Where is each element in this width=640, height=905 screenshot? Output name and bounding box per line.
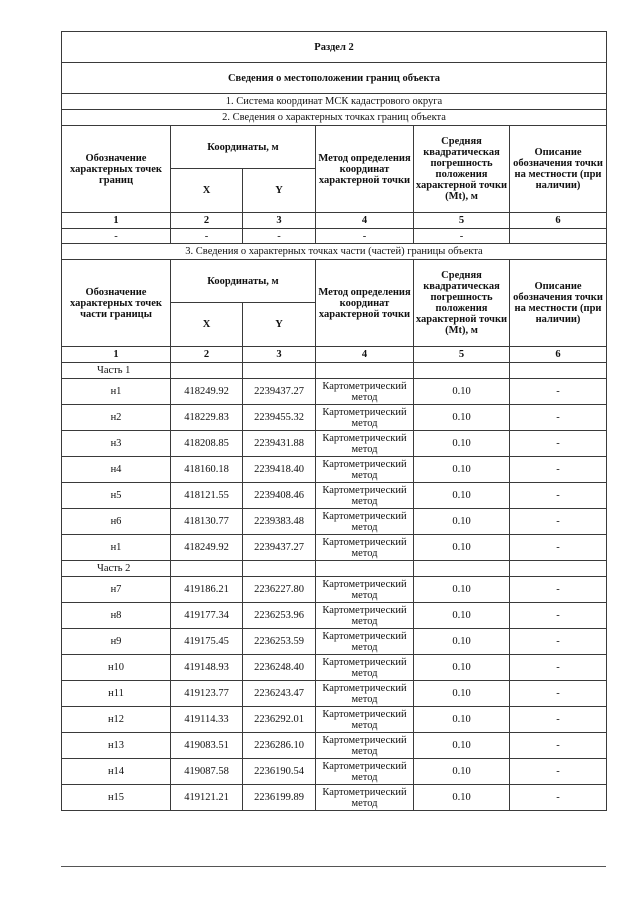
point-description: -: [510, 483, 607, 509]
point-y: 2236243.47: [243, 681, 316, 707]
table-row: [62, 629, 607, 655]
point-x: 418249.92: [171, 535, 243, 561]
t2-description-header: Описание обозначения точки на местности (при наличии): [510, 260, 607, 347]
part-2-label: Часть 2: [62, 561, 171, 577]
point-method: Картометрический метод: [316, 655, 414, 681]
table-row: [62, 603, 607, 629]
table-row: [62, 431, 607, 457]
point-error: 0.10: [414, 431, 510, 457]
point-y: 2239431.88: [243, 431, 316, 457]
t1-y-header: Y: [243, 169, 316, 213]
t1-empty-cell: -: [171, 229, 243, 244]
point-name: н5: [62, 483, 171, 509]
point-description: -: [510, 733, 607, 759]
t1-empty-cell: [510, 229, 607, 244]
point-method: Картометрический метод: [316, 535, 414, 561]
t1-col-number: 3: [243, 213, 316, 229]
t2-coordinates-header: Координаты, м: [171, 260, 316, 303]
point-description: -: [510, 509, 607, 535]
t1-error-header: Средняя квадратическая погрешность положения характерной точки (Mt), м: [414, 126, 510, 213]
point-error: 0.10: [414, 483, 510, 509]
table-row: [62, 707, 607, 733]
point-method: Картометрический метод: [316, 707, 414, 733]
point-x: 418208.85: [171, 431, 243, 457]
point-x: 419186.21: [171, 577, 243, 603]
point-method: Картометрический метод: [316, 509, 414, 535]
t2-col-number: 1: [62, 347, 171, 363]
t2-y-header: Y: [243, 303, 316, 347]
t1-coordinates-header: Координаты, м: [171, 126, 316, 169]
t1-col-number: 4: [316, 213, 414, 229]
point-x: 418229.83: [171, 405, 243, 431]
point-name: н1: [62, 379, 171, 405]
point-description: -: [510, 535, 607, 561]
point-name: н8: [62, 603, 171, 629]
point-name: н12: [62, 707, 171, 733]
point-error: 0.10: [414, 603, 510, 629]
point-y: 2239455.32: [243, 405, 316, 431]
table-row: [62, 483, 607, 509]
point-name: н13: [62, 733, 171, 759]
point-method: Картометрический метод: [316, 405, 414, 431]
point-error: 0.10: [414, 681, 510, 707]
coordinate-system-line: 1. Система координат МСК кадастрового округа: [62, 94, 607, 110]
point-name: н3: [62, 431, 171, 457]
t2-point-designation-header: Обозначение характерных точек части границы: [62, 260, 171, 347]
point-x: 419121.21: [171, 785, 243, 811]
point-name: н6: [62, 509, 171, 535]
table-row: [62, 405, 607, 431]
t2-col-number: 5: [414, 347, 510, 363]
point-method: Картометрический метод: [316, 785, 414, 811]
table-row: [62, 535, 607, 561]
table-row: [62, 681, 607, 707]
point-name: н1: [62, 535, 171, 561]
point-name: н15: [62, 785, 171, 811]
point-x: 419177.34: [171, 603, 243, 629]
table-row: [62, 733, 607, 759]
point-x: 418160.18: [171, 457, 243, 483]
point-y: 2239437.27: [243, 535, 316, 561]
point-error: 0.10: [414, 577, 510, 603]
t2-col-number: 6: [510, 347, 607, 363]
point-method: Картометрический метод: [316, 457, 414, 483]
point-y: 2239437.27: [243, 379, 316, 405]
t1-empty-cell: -: [62, 229, 171, 244]
table-row: [62, 379, 607, 405]
t1-point-designation-header: Обозначение характерных точек границ: [62, 126, 171, 213]
point-name: н11: [62, 681, 171, 707]
point-error: 0.10: [414, 733, 510, 759]
point-error: 0.10: [414, 785, 510, 811]
point-method: Картометрический метод: [316, 759, 414, 785]
t2-x-header: X: [171, 303, 243, 347]
document-subtitle: Сведения о местоположении границ объекта: [62, 63, 607, 94]
part-1-label: Часть 1: [62, 363, 171, 379]
point-description: -: [510, 379, 607, 405]
t2-col-number: 4: [316, 347, 414, 363]
table-row: [62, 655, 607, 681]
boundaries-document-table: [61, 31, 607, 811]
point-description: -: [510, 681, 607, 707]
point-x: 419123.77: [171, 681, 243, 707]
boundary-points-heading: 2. Сведения о характерных точках границ объекта: [62, 110, 607, 126]
t1-col-number: 2: [171, 213, 243, 229]
point-method: Картометрический метод: [316, 629, 414, 655]
t1-col-number: 1: [62, 213, 171, 229]
point-error: 0.10: [414, 509, 510, 535]
point-name: н7: [62, 577, 171, 603]
t1-method-header: Метод определения координат характерной точки: [316, 126, 414, 213]
table-row: [62, 509, 607, 535]
table-row: [62, 759, 607, 785]
t1-x-header: X: [171, 169, 243, 213]
point-x: 419114.33: [171, 707, 243, 733]
point-method: Картометрический метод: [316, 379, 414, 405]
point-y: 2236190.54: [243, 759, 316, 785]
point-y: 2236286.10: [243, 733, 316, 759]
part-boundary-heading: 3. Сведения о характерных точках части (частей) границы объекта: [62, 244, 607, 260]
point-x: 419087.58: [171, 759, 243, 785]
point-description: -: [510, 759, 607, 785]
point-method: Картометрический метод: [316, 603, 414, 629]
point-x: 418130.77: [171, 509, 243, 535]
table-row: [62, 785, 607, 811]
point-name: н9: [62, 629, 171, 655]
t1-col-number: 5: [414, 213, 510, 229]
point-error: 0.10: [414, 629, 510, 655]
point-method: Картометрический метод: [316, 483, 414, 509]
point-y: 2236292.01: [243, 707, 316, 733]
t2-col-number: 3: [243, 347, 316, 363]
point-description: -: [510, 457, 607, 483]
point-x: 418249.92: [171, 379, 243, 405]
t1-empty-cell: -: [316, 229, 414, 244]
point-error: 0.10: [414, 457, 510, 483]
point-method: Картометрический метод: [316, 733, 414, 759]
point-description: -: [510, 577, 607, 603]
point-description: -: [510, 707, 607, 733]
point-method: Картометрический метод: [316, 577, 414, 603]
point-y: 2236253.59: [243, 629, 316, 655]
point-y: 2236227.80: [243, 577, 316, 603]
point-method: Картометрический метод: [316, 681, 414, 707]
point-error: 0.10: [414, 655, 510, 681]
point-x: 418121.55: [171, 483, 243, 509]
point-name: н2: [62, 405, 171, 431]
table-row: [62, 457, 607, 483]
point-y: 2239408.46: [243, 483, 316, 509]
t2-error-header: Средняя квадратическая погрешность положения характерной точки (Mt), м: [414, 260, 510, 347]
t1-empty-cell: -: [243, 229, 316, 244]
point-description: -: [510, 405, 607, 431]
t2-method-header: Метод определения координат характерной точки: [316, 260, 414, 347]
point-x: 419083.51: [171, 733, 243, 759]
point-error: 0.10: [414, 759, 510, 785]
point-error: 0.10: [414, 405, 510, 431]
point-description: -: [510, 785, 607, 811]
point-error: 0.10: [414, 707, 510, 733]
point-description: -: [510, 629, 607, 655]
page-bottom-rule: [61, 866, 606, 867]
point-y: 2236253.96: [243, 603, 316, 629]
t2-col-number: 2: [171, 347, 243, 363]
point-error: 0.10: [414, 379, 510, 405]
point-y: 2239383.48: [243, 509, 316, 535]
point-y: 2236248.40: [243, 655, 316, 681]
point-error: 0.10: [414, 535, 510, 561]
point-description: -: [510, 431, 607, 457]
point-name: н4: [62, 457, 171, 483]
point-description: -: [510, 655, 607, 681]
point-x: 419175.45: [171, 629, 243, 655]
point-name: н10: [62, 655, 171, 681]
t1-empty-cell: -: [414, 229, 510, 244]
point-method: Картометрический метод: [316, 431, 414, 457]
point-x: 419148.93: [171, 655, 243, 681]
point-y: 2239418.40: [243, 457, 316, 483]
section-title: Раздел 2: [62, 32, 607, 63]
point-y: 2236199.89: [243, 785, 316, 811]
t1-col-number: 6: [510, 213, 607, 229]
point-name: н14: [62, 759, 171, 785]
t1-description-header: Описание обозначения точки на местности (при наличии): [510, 126, 607, 213]
table-row: [62, 577, 607, 603]
point-description: -: [510, 603, 607, 629]
